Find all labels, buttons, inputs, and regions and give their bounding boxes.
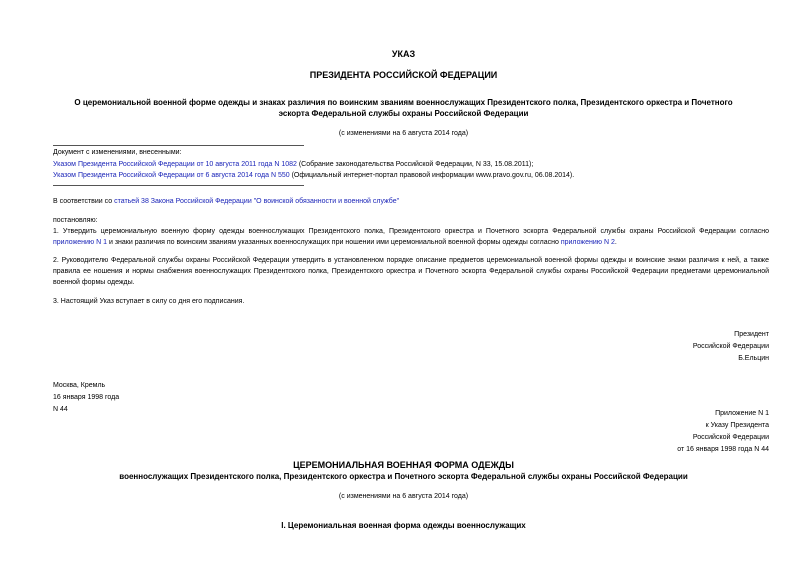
decree-word: постановляю: [53, 217, 98, 224]
place: Москва, Кремль [53, 382, 106, 389]
basis-prefix: В соответствии со [53, 198, 115, 205]
changes-item-2 [53, 170, 574, 182]
appendix-1-link[interactable]: приложению N 1 [53, 239, 108, 246]
appendix-2-link[interactable]: приложению N 2 [560, 239, 615, 246]
p1-start: 1. Утвердить церемониальную военную форму одежды военнослужащих Президентского полка, Президентского оркестра и Почетного эскорта Федеральной службы охраны Российской Федерации согласно [53, 228, 769, 235]
decree-number: N 44 [53, 406, 68, 413]
signature-name: Б.Ельцин [738, 355, 769, 362]
appendix-subtitle: военнослужащих Президентского полка, Президентского оркестра и Почетного эскорта Федеральной службы охраны Российской Федерации [119, 472, 688, 481]
basis-law-link[interactable]: статьей 38 Закона Российской Федерации "О воинской обязанности и военной службе" [114, 198, 400, 205]
appendix-title: ЦЕРЕМОНИАЛЬНАЯ ВОЕННАЯ ФОРМА ОДЕЖДЫ [293, 460, 514, 470]
basis-paragraph [53, 196, 399, 208]
signature-country: Российской Федерации [692, 343, 769, 350]
doc-heading-line2: эскорта Федеральной службы охраны Российской Федерации [278, 109, 529, 118]
paragraph-2: 2. Руководителю Федеральной службы охраны Российской Федерации утвердить в установленном порядке описание предметов церемониальной военной формы одежды и воинские знаки различия к ней, а также правила ее ношения и нормы снабжения военнослужащих Президентского полка, Президентского оркестра и Почетного эскорта Федеральной службы охраны Российской Федерации предметами церемониальной военной формы одежды. [53, 257, 769, 286]
appendix-ref-line3: Российской Федерации [692, 434, 769, 441]
p1-end: . [614, 239, 617, 246]
change-link-2[interactable]: Указом Президента Российской Федерации от 6 августа 2014 года N 550 [53, 172, 290, 179]
divider-bottom [53, 185, 304, 186]
divider-top [53, 145, 304, 146]
appendix-amend-note: (с изменениями на 6 августа 2014 года) [338, 493, 469, 500]
change-link-1[interactable]: Указом Президента Российской Федерации от 10 августа 2011 года N 1082 [53, 161, 297, 168]
doc-heading-line1: О церемониальной военной форме одежды и знаках различия по воинским званиям военнослужащих Президентского полка, Президентского оркестра и Почетного [74, 98, 733, 107]
paragraph-1 [53, 226, 769, 248]
doc-subtitle: ПРЕЗИДЕНТА РОССИЙСКОЙ ФЕДЕРАЦИИ [309, 70, 498, 80]
change-1-rest: (Собрание законодательства Российской Федерации, N 33, 15.08.2011); [296, 161, 534, 168]
appendix-reference [677, 408, 769, 456]
appendix-ref-line1: Приложение N 1 [715, 410, 769, 417]
changes-intro: Документ с изменениями, внесенными: [53, 149, 182, 156]
place-date-block [53, 380, 119, 416]
appendix-ref-line4: от 16 января 1998 года N 44 [677, 446, 769, 453]
amend-note: (с изменениями на 6 августа 2014 года) [338, 130, 469, 137]
paragraph-3: 3. Настоящий Указ вступает в силу со дня его подписания. [53, 298, 245, 305]
appendix-ref-line2: к Указу Президента [705, 422, 769, 429]
change-2-rest: (Официальный интернет-портал правовой информации www.pravo.gov.ru, 06.08.2014). [289, 172, 575, 179]
signature-position: Президент [734, 331, 769, 338]
doc-title: УКАЗ [391, 49, 416, 59]
date: 16 января 1998 года [53, 394, 120, 401]
p1-mid: и знаки различия по воинским званиям указанных военнослужащих при ношении ими церемониальной военной формы одежды согласно [107, 239, 561, 246]
signature-block [693, 329, 769, 365]
section-1-heading: I. Церемониальная военная форма одежды военнослужащих [281, 521, 526, 530]
